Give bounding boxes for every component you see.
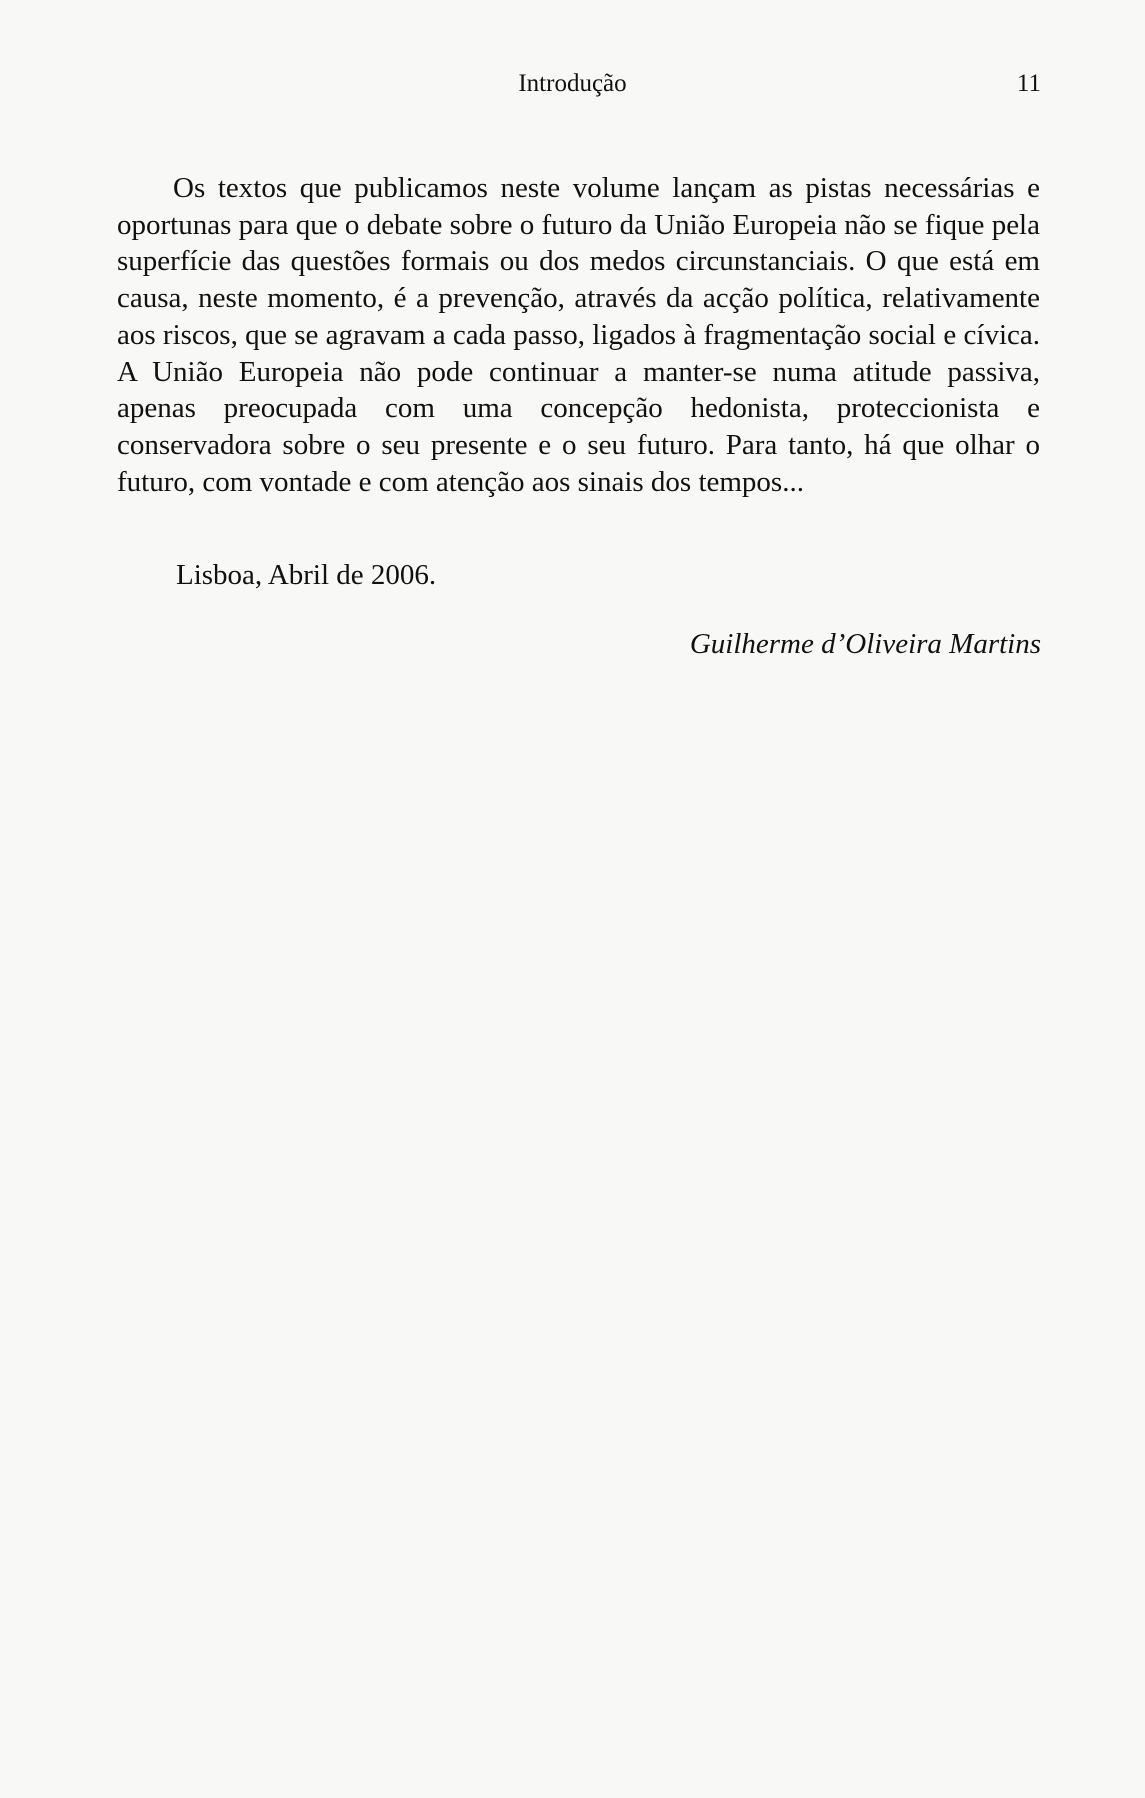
page-number: 11 <box>1016 70 1041 97</box>
running-title: Introdução <box>518 70 627 97</box>
body-paragraph: Os textos que publicamos neste volume lançam as pistas necessárias e oportunas para que o debate sobre o futuro da União Europeia não se fique pela superfície das questões formais ou dos medos circunstanciais. O que está em causa, neste momento, é a prevenção, através da acção política, relativamente aos riscos, que se agravam a cada passo, ligados à fragmentação social e cívica. A União Europeia não pode continuar a manter-se numa atitude passiva, apenas preocupada com uma concepção hedonista, proteccionista e conservadora sobre o seu presente e o seu futuro. Para tanto, há que olhar o futuro, com vontade e com atenção aos sinais dos tempos... <box>117 172 1040 498</box>
author-signature: Guilherme d’Oliveira Martins <box>689 628 1041 660</box>
place-date: Lisboa, Abril de 2006. <box>176 559 437 591</box>
